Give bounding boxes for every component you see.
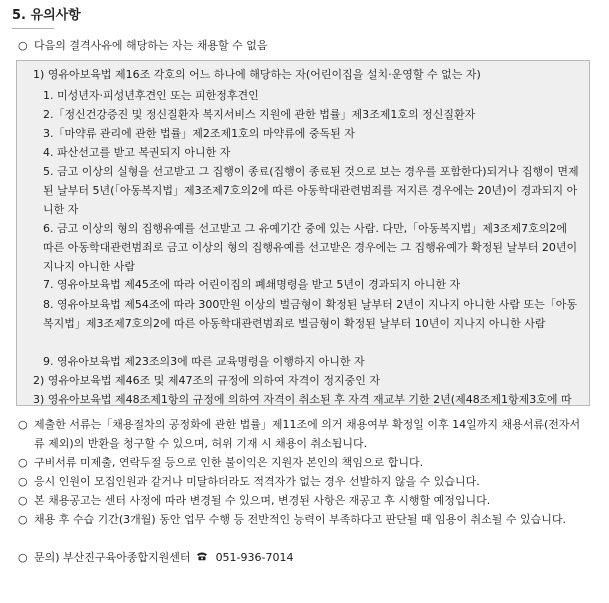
sub-item-6: 6. 금고 이상의 형의 집행유예를 선고받고 그 유예기간 중에 있는 사람. 다만,「아동복지법」제3조제7호의2에 따른 아동학대관련범죄로 금고 이상의 형의 집행유예를 선고받은 경우에는 그 집행유예가 확정된 날부터 20년이 지나지 아니한 사람 <box>43 222 578 273</box>
sub-item-9: 9. 영유아보육법 제23조의3에 따른 교육명령을 이행하지 아니한 자 <box>43 355 365 368</box>
title-underline <box>12 28 54 29</box>
note-bullet: ○ <box>18 494 28 507</box>
note-item-3 <box>18 472 590 491</box>
sub-item-3: 3.「마약류 관리에 관한 법률」제2조제1호의 마약류에 중독된 자 <box>43 127 355 140</box>
contact-label: 문의) 부산진구육아종합지원센터 <box>34 551 191 564</box>
note-bullet: ○ <box>18 475 28 488</box>
note-item-1 <box>18 415 590 453</box>
item-3: 3) 영유아보육법 제48조제1항의 규정에 의하여 자격이 취소된 후 자격 재교부 기한 2년(제48조제1항제3호에 따 <box>33 393 572 406</box>
sub-item-5: 5. 금고 이상의 실형을 선고받고 그 집행이 종료(집행이 종료된 것으로 보는 경우를 포함한다)되거나 집행이 면제된 날부터 5년(「아동복지법」제3조제7호의2에 따른 아동학대관련범죄를 저지른 경우에는 20년)이 경과되지 아니한 자 <box>43 165 579 216</box>
contact-phone: 051-936-7014 <box>215 551 294 564</box>
item-1-label: 1) 영유아보육법 제16조 각호의 어느 하나에 해당하는 자(어린이집을 설치·운영할 수 없는 자) <box>33 68 481 81</box>
sub-item-1: 1. 미성년자·피성년후견인 또는 피한정후견인 <box>43 89 259 102</box>
note-bullet: ○ <box>18 418 28 431</box>
note-text-4: 본 채용공고는 센터 사정에 따라 변경될 수 있으며, 변경된 사항은 재공고 후 시행할 예정입니다. <box>34 494 491 507</box>
contact-item <box>18 548 590 567</box>
disqualification-box <box>16 60 590 406</box>
note-text-2: 구비서류 미제출, 연락두절 등으로 인한 불이익은 지원자 본인의 책임으로 합니다. <box>34 456 424 469</box>
sub-item-7: 7. 영유아보육법 제45조에 따라 어린이집의 폐쇄명령을 받고 5년이 경과되지 아니한 자 <box>43 278 461 291</box>
notes-list <box>18 415 590 567</box>
note-text-1: 제출한 서류는「채용절차의 공정화에 관한 법률」제11조에 의거 채용여부 확정일 이후 14일까지 채용서류(전자서류 제외)의 반환을 청구할 수 있으며, 허위 기재 시 채용이 취소됩니다. <box>34 418 581 450</box>
note-bullet: ○ <box>18 456 28 469</box>
intro-line <box>18 36 598 55</box>
item-2: 2) 영유아보육법 제46조 및 제47조의 규정에 의하여 자격이 정지중인 자 <box>33 374 381 387</box>
intro-text: 다음의 결격사유에 해당하는 자는 채용할 수 없음 <box>34 39 268 52</box>
note-bullet: ○ <box>18 551 28 564</box>
note-item-2 <box>18 453 590 472</box>
note-text-3: 응시 인원이 모집인원과 같거나 미달하더라도 적격자가 없는 경우 선발하지 않을 수 있습니다. <box>34 475 480 488</box>
sub-item-2: 2.「정신건강증진 및 정신질환자 복지서비스 지원에 관한 법률」제3조제1호의 정신질환자 <box>43 108 476 121</box>
note-item-5 <box>18 510 590 548</box>
intro-bullet: ○ <box>18 39 28 52</box>
sub-item-8: 8. 영유아보육법 제54조에 따라 300만원 이상의 벌금형이 확정된 날부터 2년이 지나지 아니한 사람 또는「아동복지법」제3조제7호의2에 따른 아동학대관련범죄로 벌금형이 확정된 날부터 10년이 지나지 아니한 사람 <box>43 298 577 330</box>
note-bullet: ○ <box>18 513 28 526</box>
note-item-4 <box>18 491 590 510</box>
phone-icon <box>196 548 208 567</box>
section-title: 5. 유의사항 <box>12 8 81 23</box>
note-text-5: 채용 후 수습 기간(3개월) 동안 업무 수행 등 전반적인 능력이 부족하다고 판단될 때 임용이 취소될 수 있습니다. <box>34 513 566 526</box>
sub-item-4: 4. 파산선고를 받고 복권되지 아니한 자 <box>43 146 231 159</box>
